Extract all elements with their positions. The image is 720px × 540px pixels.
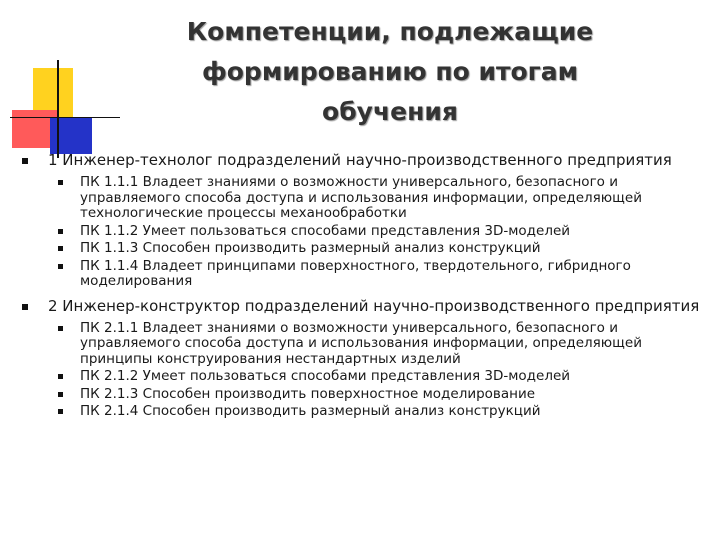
list-item-text: ПК 2.1.3 Способен производить поверхностное моделирование	[80, 385, 536, 402]
square-bullet-icon	[58, 326, 63, 331]
square-bullet-icon	[58, 229, 63, 234]
list-item	[0, 241, 720, 257]
list-item	[0, 387, 720, 403]
decor-vertical-line	[57, 60, 59, 158]
title-line: формированию по итогам	[201, 57, 579, 86]
title-line: Компетенции, подлежащие	[186, 17, 594, 46]
list-item	[0, 369, 720, 385]
list-item	[0, 321, 720, 368]
square-bullet-icon	[58, 392, 63, 397]
section-heading	[0, 152, 720, 169]
slide-title	[150, 12, 630, 132]
section-heading-text: 1 Инженер-технолог подразделений научно-производственного предприятия	[48, 151, 672, 169]
square-bullet-icon	[58, 246, 63, 251]
square-bullet-icon	[58, 180, 63, 185]
list-item-text: ПК 1.1.3 Способен производить размерный анализ конструкций	[80, 240, 541, 256]
square-bullet-icon	[22, 304, 28, 310]
list-item	[0, 175, 720, 222]
competency-list	[0, 321, 720, 420]
list-item	[0, 259, 720, 290]
decor-horizontal-line	[10, 117, 120, 118]
square-bullet-icon	[58, 264, 63, 269]
list-item-text: ПК 1.1.2 Умеет пользоваться способами представления 3D-моделей	[80, 222, 571, 239]
square-bullet-icon	[22, 158, 28, 164]
list-item-text: ПК 1.1.1 Владеет знаниями о возможности универсального, безопасного и управляемого способа доступа и использования информации, определяющей технологические процессы механообработки	[80, 174, 642, 221]
title-line: обучения	[322, 97, 458, 126]
list-item	[0, 404, 720, 420]
list-item	[0, 224, 720, 240]
square-bullet-icon	[58, 374, 63, 379]
section-heading	[0, 298, 720, 315]
competency-list	[0, 175, 720, 290]
list-item-text: ПК 2.1.1 Владеет знаниями о возможности универсального, безопасного и управляемого способа доступа и использования информации, определяющей принципы конструирования нестандартных изделий	[80, 319, 642, 367]
section-heading-text: 2 Инженер-конструктор подразделений научно-производственного предприятия	[48, 296, 700, 315]
list-item-text: ПК 2.1.2 Умеет пользоваться способами представления 3D-моделей	[80, 368, 571, 384]
slide-body	[0, 152, 720, 422]
list-item-text: ПК 1.1.4 Владеет принципами поверхностного, твердотельного, гибридного моделирования	[80, 257, 631, 289]
list-item-text: ПК 2.1.4 Способен производить размерный анализ конструкций	[80, 403, 541, 419]
square-bullet-icon	[58, 409, 63, 414]
